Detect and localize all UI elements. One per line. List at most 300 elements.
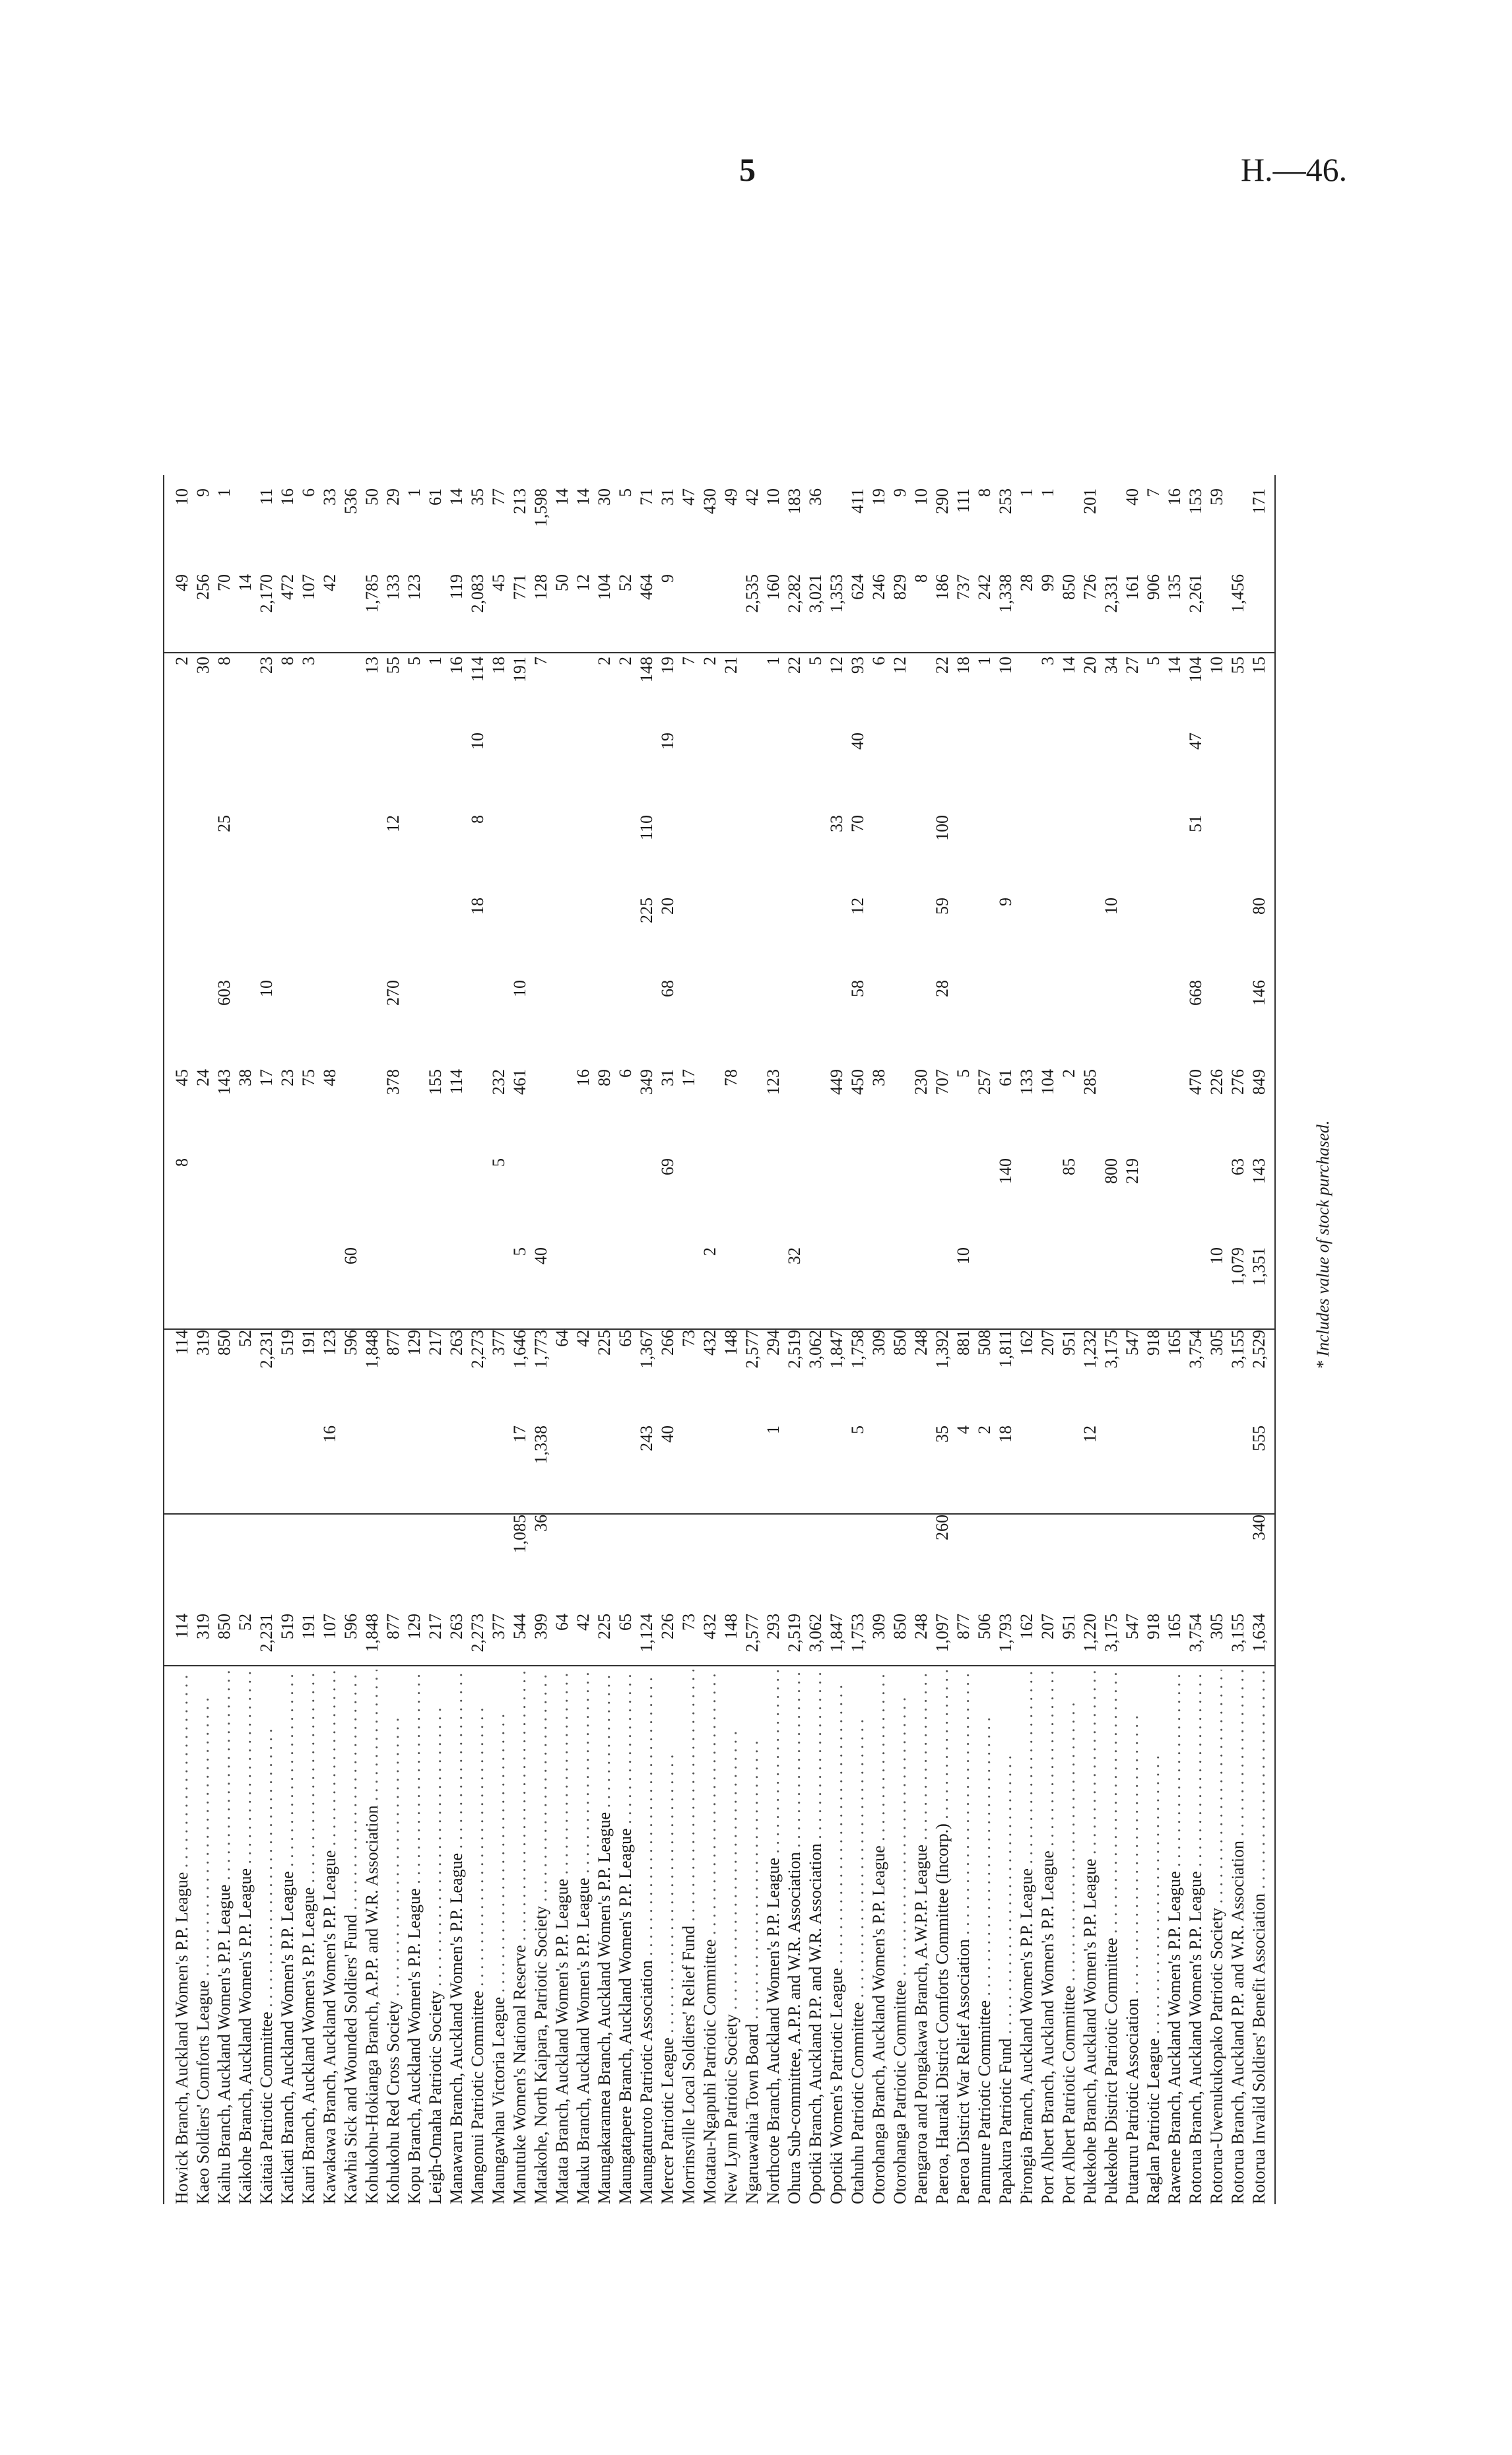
amount-cell: 3,754 — [1186, 1330, 1205, 1369]
amount-cell: 123 — [405, 574, 424, 600]
organisation-name: Papakura Patriotic Fund . . . — [995, 1670, 1016, 2204]
amount-cell: 771 — [510, 574, 529, 600]
amount-cell: 35 — [933, 1425, 952, 1443]
amount-cell: 42 — [574, 1330, 593, 1347]
amount-cell: 73 — [679, 1614, 698, 1631]
amount-cell: 906 — [1144, 574, 1163, 600]
organisation-name: Paeroa District War Relief Association . . . — [953, 1670, 973, 2204]
amount-cell: 472 — [278, 574, 297, 600]
amount-cell: 1 — [975, 657, 994, 665]
amount-cell: 411 — [848, 488, 867, 514]
amount-cell: 8 — [172, 1158, 191, 1167]
amount-cell: 114 — [468, 657, 487, 682]
amount-cell: 14 — [1165, 657, 1184, 674]
amount-cell: 829 — [890, 574, 909, 600]
amount-cell: 19 — [658, 657, 677, 674]
amount-cell: 10 — [764, 488, 783, 506]
amount-cell: 129 — [405, 1614, 424, 1639]
organisation-name: Manawaru Branch, Auckland Women's P.P. League . . . — [446, 1670, 467, 2204]
amount-cell: 155 — [426, 1069, 445, 1095]
amount-cell: 61 — [996, 1069, 1015, 1086]
amount-cell: 849 — [1249, 1069, 1268, 1095]
amount-cell: 28 — [1017, 574, 1036, 591]
amount-cell: 470 — [1186, 1069, 1205, 1095]
amount-cell: 10 — [954, 1247, 973, 1264]
organisation-name: Morrinsville Local Soldiers' Relief Fund . . . — [678, 1670, 699, 2204]
organisation-name: Motatau-Ngapuhi Patriotic Committee . . . — [700, 1670, 720, 2204]
page-reference: H.—46. — [1241, 151, 1348, 188]
amount-cell: 850 — [890, 1330, 909, 1356]
organisation-name: Kauri Branch, Auckland Women's P.P. League . . . — [298, 1670, 319, 2204]
amount-cell: 3,155 — [1228, 1614, 1247, 1653]
table-row — [425, 224, 445, 2204]
amount-cell: 399 — [531, 1614, 550, 1639]
amount-cell: 148 — [637, 657, 656, 682]
table-row — [573, 224, 593, 2204]
amount-cell: 2,170 — [257, 574, 276, 613]
amount-cell: 23 — [278, 1069, 297, 1086]
amount-cell: 12 — [1080, 1425, 1100, 1443]
amount-cell: 143 — [214, 1069, 234, 1095]
table-row — [446, 224, 467, 2204]
amount-cell: 165 — [1165, 1614, 1184, 1639]
organisation-name: Kaitaia Patriotic Committee . . . — [256, 1670, 277, 2204]
amount-cell: 100 — [933, 815, 952, 841]
amount-cell: 161 — [1123, 574, 1142, 600]
amount-cell: 33 — [320, 488, 339, 506]
amount-cell: 104 — [595, 574, 614, 600]
amount-cell: 36 — [806, 488, 825, 506]
amount-cell: 1,811 — [996, 1330, 1015, 1368]
amount-cell: 850 — [214, 1330, 234, 1356]
amount-cell: 1 — [764, 657, 783, 665]
amount-cell: 1 — [1038, 488, 1057, 497]
amount-cell: 85 — [1059, 1158, 1078, 1175]
amount-cell: 2 — [595, 657, 614, 665]
amount-cell: 3,155 — [1228, 1330, 1247, 1369]
amount-cell: 93 — [848, 657, 867, 674]
organisation-name: Rawene Branch, Auckland Women's P.P. League . . . — [1164, 1670, 1185, 2204]
amount-cell: 285 — [1080, 1069, 1100, 1095]
amount-cell: 40 — [658, 1425, 677, 1443]
organisation-name: Paeroa, Hauraki District Comforts Committee (Incorp.) . . . — [932, 1670, 952, 2204]
table-row — [298, 224, 319, 2204]
amount-cell: 10 — [257, 980, 276, 997]
amount-cell: 1 — [1017, 488, 1036, 497]
amount-cell: 10 — [510, 980, 529, 997]
amount-cell: 162 — [1017, 1330, 1036, 1356]
amount-cell: 89 — [595, 1069, 614, 1086]
table-row — [594, 224, 614, 2204]
amount-cell: 48 — [320, 1069, 339, 1086]
amount-cell: 68 — [658, 980, 677, 997]
table-row — [235, 224, 255, 2204]
amount-cell: 40 — [848, 733, 867, 750]
amount-cell: 850 — [1059, 574, 1078, 600]
amount-cell: 47 — [679, 488, 698, 506]
amount-cell: 17 — [679, 1069, 698, 1086]
amount-cell: 207 — [1038, 1614, 1057, 1639]
amount-cell: 12 — [827, 657, 846, 674]
amount-cell: 133 — [1017, 1069, 1036, 1095]
amount-cell: 24 — [193, 1069, 213, 1086]
amount-cell: 4 — [954, 1425, 973, 1434]
table-row — [214, 224, 234, 2204]
amount-cell: 69 — [658, 1158, 677, 1175]
amount-cell: 107 — [299, 574, 318, 600]
amount-cell: 2,519 — [785, 1330, 804, 1369]
amount-cell: 276 — [1228, 1069, 1247, 1095]
table-row — [467, 224, 488, 2204]
organisation-name: New Lynn Patriotic Society . . . — [721, 1670, 741, 2204]
amount-cell: 1,085 — [510, 1515, 529, 1554]
amount-cell: 32 — [785, 1247, 804, 1264]
amount-cell: 19 — [869, 488, 888, 506]
amount-cell: 70 — [848, 815, 867, 832]
amount-cell: 15 — [1249, 657, 1268, 674]
amount-cell: 153 — [1186, 488, 1205, 514]
amount-cell: 918 — [1144, 1614, 1163, 1639]
table-row — [995, 224, 1016, 2204]
organisation-name: Kawakawa Branch, Auckland Women's P.P. League . . . — [319, 1670, 340, 2204]
amount-cell: 55 — [383, 657, 403, 674]
amount-cell: 3,021 — [806, 574, 825, 613]
table-row — [1037, 224, 1058, 2204]
amount-cell: 63 — [1228, 1158, 1247, 1175]
table-row — [319, 224, 340, 2204]
amount-cell: 242 — [975, 574, 994, 600]
table-row — [742, 224, 762, 2204]
amount-cell: 8 — [278, 657, 297, 665]
amount-cell: 40 — [531, 1247, 550, 1264]
amount-cell: 2 — [700, 657, 719, 665]
table-row — [362, 224, 382, 2204]
table-row — [256, 224, 277, 2204]
amount-cell: 519 — [278, 1330, 297, 1356]
amount-cell: 877 — [383, 1330, 403, 1356]
amount-cell: 2,083 — [468, 574, 487, 613]
table-row — [277, 224, 298, 2204]
amount-cell: 1,367 — [637, 1330, 656, 1369]
amount-cell: 246 — [869, 574, 888, 600]
amount-cell: 52 — [236, 1614, 255, 1631]
amount-cell: 10 — [172, 488, 191, 506]
amount-cell: 877 — [383, 1614, 403, 1639]
amount-cell: 7 — [1144, 488, 1163, 497]
data-table — [145, 224, 1320, 2204]
amount-cell: 2,282 — [785, 574, 804, 613]
amount-cell: 737 — [954, 574, 973, 600]
amount-cell: 8 — [911, 574, 931, 583]
amount-cell: 1,353 — [827, 574, 846, 613]
amount-cell: 2 — [1059, 1069, 1078, 1078]
amount-cell: 18 — [468, 898, 487, 915]
amount-cell: 77 — [489, 488, 508, 506]
amount-cell: 1,392 — [933, 1330, 952, 1369]
amount-cell: 232 — [489, 1069, 508, 1095]
amount-cell: 12 — [848, 898, 867, 915]
organisation-name: Rotorua Branch, Auckland P.P. and W.R. Association . . . — [1228, 1670, 1248, 2204]
amount-cell: 16 — [1165, 488, 1184, 506]
amount-cell: 20 — [1080, 657, 1100, 674]
table-row — [1122, 224, 1142, 2204]
organisation-name: Pukekohe Branch, Auckland Women's P.P. League . . . — [1080, 1670, 1100, 2204]
amount-cell: 309 — [869, 1614, 888, 1639]
organisation-name: Mauku Branch, Auckland Women's P.P. League . . . — [573, 1670, 593, 2204]
amount-cell: 951 — [1059, 1330, 1078, 1356]
amount-cell: 9 — [193, 488, 213, 497]
organisation-name: Putaruru Patriotic Association . . . — [1122, 1670, 1142, 2204]
table-row — [1080, 224, 1100, 2204]
amount-cell: 2 — [172, 657, 191, 665]
table-row — [1059, 224, 1079, 2204]
amount-cell: 104 — [1038, 1069, 1057, 1095]
organisation-name: Port Albert Patriotic Committee . . . — [1059, 1670, 1079, 2204]
amount-cell: 104 — [1186, 657, 1205, 682]
amount-cell: 129 — [405, 1330, 424, 1356]
amount-cell: 36 — [531, 1515, 550, 1532]
amount-cell: 128 — [531, 574, 550, 600]
organisation-name: Pirongia Branch, Auckland Women's P.P. League . . . — [1016, 1670, 1037, 2204]
amount-cell: 217 — [426, 1330, 445, 1356]
amount-cell: 5 — [510, 1247, 529, 1256]
organisation-name: Leigh-Omaha Patriotic Society . . . — [425, 1670, 445, 2204]
amount-cell: 305 — [1207, 1330, 1226, 1356]
amount-cell: 3,175 — [1101, 1614, 1121, 1653]
organisation-name: Panmure Patriotic Committee . . . — [974, 1670, 995, 2204]
organisation-name: Maungakaramea Branch, Auckland Women's P.P. League . . . — [594, 1670, 614, 2204]
table-row — [615, 224, 636, 2204]
amount-cell: 5 — [806, 657, 825, 665]
table-row — [826, 224, 847, 2204]
organisation-name: Katikati Branch, Auckland Women's P.P. League . . . — [277, 1670, 298, 2204]
amount-cell: 38 — [236, 1069, 255, 1086]
table-row — [763, 224, 783, 2204]
amount-cell: 5 — [405, 657, 424, 665]
amount-cell: 800 — [1101, 1158, 1121, 1184]
amount-cell: 226 — [658, 1614, 677, 1639]
amount-cell: 1,351 — [1249, 1247, 1268, 1286]
amount-cell: 508 — [975, 1330, 994, 1356]
amount-cell: 547 — [1123, 1330, 1142, 1356]
amount-cell: 73 — [679, 1330, 698, 1347]
amount-cell: 1,338 — [996, 574, 1015, 613]
amount-cell: 1,848 — [362, 1614, 381, 1653]
amount-cell: 1 — [764, 1425, 783, 1434]
amount-cell: 22 — [785, 657, 804, 674]
amount-cell: 12 — [890, 657, 909, 674]
amount-cell: 7 — [531, 657, 550, 665]
amount-cell: 201 — [1080, 488, 1100, 514]
amount-cell: 61 — [426, 488, 445, 506]
amount-cell: 1,848 — [362, 1330, 381, 1369]
amount-cell: 2,231 — [257, 1330, 276, 1369]
amount-cell: 35 — [468, 488, 487, 506]
amount-cell: 12 — [574, 574, 593, 591]
amount-cell: 5 — [954, 1069, 973, 1078]
amount-cell: 49 — [721, 488, 740, 506]
amount-cell: 6 — [616, 1069, 635, 1078]
amount-cell: 64 — [552, 1330, 572, 1347]
table-row — [890, 224, 910, 2204]
amount-cell: 726 — [1080, 574, 1100, 600]
organisation-name: Otorohanga Patriotic Committee . . . — [890, 1670, 910, 2204]
amount-cell: 30 — [193, 657, 213, 674]
amount-cell: 2,529 — [1249, 1330, 1268, 1369]
organisation-name: Howick Branch, Auckland Women's P.P. League . . . — [172, 1670, 192, 2204]
organisation-name: Opotiki Women's Patriotic League . . . — [826, 1670, 847, 2204]
organisation-name: Rotorua Branch, Auckland Women's P.P. League . . . — [1185, 1670, 1206, 2204]
amount-cell: 42 — [320, 574, 339, 591]
organisation-name: Maungaturoto Patriotic Association . . . — [636, 1670, 657, 2204]
amount-cell: 1 — [214, 488, 234, 497]
organisation-name: Kaeo Soldiers' Comforts League . . . — [193, 1670, 213, 2204]
amount-cell: 596 — [341, 1614, 360, 1639]
amount-cell: 70 — [214, 574, 234, 591]
amount-cell: 30 — [595, 488, 614, 506]
amount-cell: 42 — [574, 1614, 593, 1631]
table-row — [953, 224, 973, 2204]
amount-cell: 18 — [954, 657, 973, 674]
organisation-name: Kohukohu Red Cross Society . . . — [383, 1670, 403, 2204]
amount-cell: 349 — [637, 1069, 656, 1095]
amount-cell: 10 — [1207, 1247, 1226, 1264]
amount-cell: 1,456 — [1228, 574, 1247, 613]
organisation-name: Port Albert Branch, Auckland Women's P.P. League . . . — [1037, 1670, 1058, 2204]
amount-cell: 603 — [214, 980, 234, 1006]
amount-cell: 6 — [869, 657, 888, 665]
table-row — [193, 224, 213, 2204]
amount-cell: 114 — [172, 1330, 191, 1356]
amount-cell: 28 — [933, 980, 952, 997]
amount-cell: 449 — [827, 1069, 846, 1095]
amount-cell: 183 — [785, 488, 804, 514]
amount-cell: 450 — [848, 1069, 867, 1095]
amount-cell: 1,785 — [362, 574, 381, 613]
amount-cell: 217 — [426, 1614, 445, 1639]
amount-cell: 430 — [700, 488, 719, 514]
amount-cell: 16 — [278, 488, 297, 506]
amount-cell: 165 — [1165, 1330, 1184, 1356]
amount-cell: 624 — [848, 574, 867, 600]
amount-cell: 2,519 — [785, 1614, 804, 1653]
amount-cell: 59 — [1207, 488, 1226, 506]
amount-cell: 309 — [869, 1330, 888, 1356]
amount-cell: 9 — [996, 898, 1015, 906]
table-row — [657, 224, 678, 2204]
amount-cell: 2,535 — [742, 574, 762, 613]
amount-cell: 2 — [700, 1247, 719, 1256]
organisation-name: Kohukohu-Hokianga Branch, A.P.P. and W.R. Association . . . — [362, 1670, 382, 2204]
amount-cell: 40 — [1123, 488, 1142, 506]
amount-cell: 60 — [341, 1247, 360, 1264]
amount-cell: 8 — [468, 815, 487, 824]
amount-cell: 432 — [700, 1614, 719, 1639]
amount-cell: 20 — [658, 898, 677, 915]
amount-cell: 110 — [637, 815, 656, 841]
amount-cell: 80 — [1249, 898, 1268, 915]
page-number: 5 — [739, 151, 756, 188]
amount-cell: 114 — [172, 1614, 191, 1639]
amount-cell: 146 — [1249, 980, 1268, 1006]
amount-cell: 2 — [975, 1425, 994, 1434]
organisation-name: Paengaroa and Pongakawa Branch, A.W.P.P. League . . . — [911, 1670, 931, 2204]
amount-cell: 17 — [510, 1425, 529, 1443]
amount-cell: 519 — [278, 1614, 297, 1639]
table-row — [1185, 224, 1206, 2204]
amount-cell: 12 — [383, 815, 403, 832]
table-row — [1143, 224, 1164, 2204]
amount-cell: 536 — [341, 488, 360, 514]
amount-cell: 123 — [320, 1330, 339, 1356]
amount-cell: 17 — [257, 1069, 276, 1086]
organisation-name: Rotorua-Uwenukukopako Patriotic Society . . . — [1206, 1670, 1227, 2204]
amount-cell: 432 — [700, 1330, 719, 1356]
amount-cell: 1,079 — [1228, 1247, 1247, 1286]
table-row — [404, 224, 424, 2204]
amount-cell: 260 — [933, 1515, 952, 1540]
amount-cell: 34 — [1101, 657, 1121, 674]
amount-cell: 14 — [574, 488, 593, 506]
amount-cell: 10 — [468, 733, 487, 750]
table-row — [531, 224, 551, 2204]
amount-cell: 263 — [447, 1330, 466, 1356]
amount-cell: 171 — [1249, 488, 1268, 514]
amount-cell: 3,754 — [1186, 1614, 1205, 1653]
amount-cell: 270 — [383, 980, 403, 1006]
organisation-name: Otahuhu Patriotic Committee . . . — [847, 1670, 868, 2204]
amount-cell: 213 — [510, 488, 529, 514]
amount-cell: 230 — [911, 1069, 931, 1095]
amount-cell: 2,577 — [742, 1330, 762, 1369]
amount-cell: 51 — [1186, 815, 1205, 832]
amount-cell: 5 — [616, 488, 635, 497]
table-row — [1228, 224, 1248, 2204]
amount-cell: 9 — [658, 574, 677, 583]
amount-cell: 65 — [616, 1614, 635, 1631]
table-row — [1016, 224, 1037, 2204]
amount-cell: 8 — [214, 657, 234, 665]
organisation-name: Mangonui Patriotic Committee . . . — [467, 1670, 488, 2204]
amount-cell: 10 — [1207, 657, 1226, 674]
amount-cell: 319 — [193, 1614, 213, 1639]
amount-cell: 1,847 — [827, 1330, 846, 1369]
amount-cell: 668 — [1186, 980, 1205, 1006]
amount-cell: 207 — [1038, 1330, 1057, 1356]
organisation-name: Ngaruawahia Town Board . . . — [742, 1670, 762, 2204]
amount-cell: 1,758 — [848, 1330, 867, 1369]
amount-cell: 5 — [848, 1425, 867, 1434]
table-row — [784, 224, 805, 2204]
table-row — [974, 224, 995, 2204]
amount-cell: 2,231 — [257, 1614, 276, 1653]
organisation-name: Kaikohe Branch, Auckland Women's P.P. League . . . — [235, 1670, 255, 2204]
amount-cell: 119 — [447, 574, 466, 600]
amount-cell: 78 — [721, 1069, 740, 1086]
amount-cell: 3,062 — [806, 1614, 825, 1653]
organisation-name: Manutuke Women's National Reserve . . . — [509, 1670, 530, 2204]
amount-cell: 257 — [975, 1069, 994, 1095]
organisation-name: Kaihu Branch, Auckland Women's P.P. League . . . — [214, 1670, 234, 2204]
amount-cell: 544 — [510, 1614, 529, 1639]
amount-cell: 461 — [510, 1069, 529, 1095]
organisation-name: Rotorua Invalid Soldiers' Benefit Association . . . — [1249, 1670, 1269, 2204]
amount-cell: 253 — [996, 488, 1015, 514]
amount-cell: 71 — [637, 488, 656, 506]
amount-cell: 1,097 — [933, 1614, 952, 1653]
amount-cell: 3,175 — [1101, 1330, 1121, 1369]
amount-cell: 55 — [1228, 657, 1247, 674]
